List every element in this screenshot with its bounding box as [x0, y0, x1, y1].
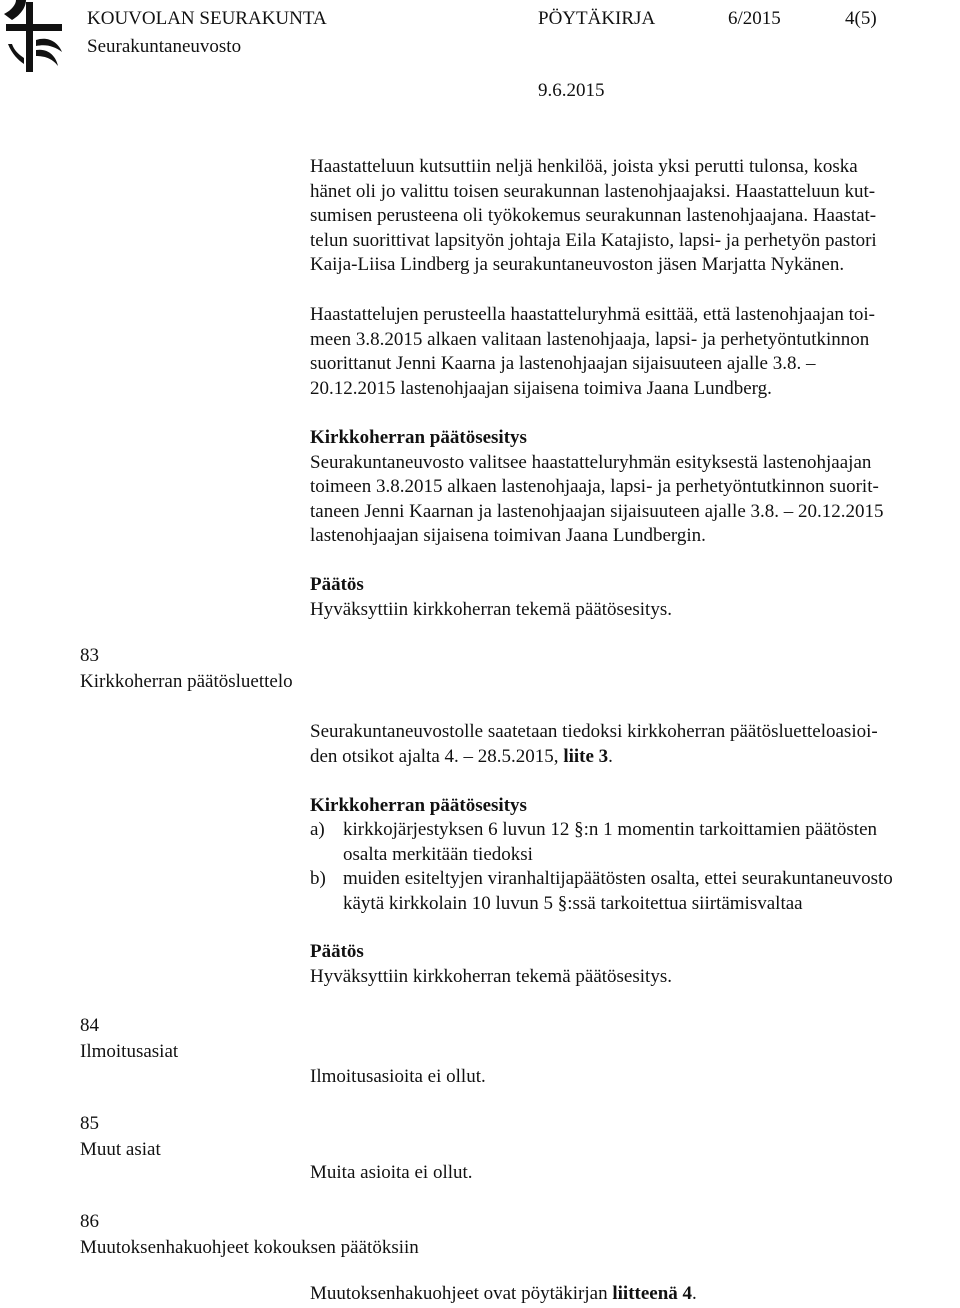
- paragraph-line: suorittanut Jenni Kaarna ja lastenohjaajan sijaisuuteen ajalle 3.8. –: [310, 353, 816, 375]
- list-item-line: kirkkojärjestyksen 6 luvun 12 §:n 1 momentin tarkoittamien päätösten: [343, 819, 878, 840]
- text-suffix: .: [692, 1283, 697, 1304]
- list-item-line: muiden esiteltyjen viranhaltijapäätösten osalta, ettei seurakuntaneuvosto: [343, 868, 893, 889]
- item-83-label: [80, 643, 293, 695]
- header-org: KOUVOLAN SEURAKUNTA: [87, 8, 327, 29]
- item-84-label: [80, 1013, 178, 1065]
- paragraph-line: telun suorittivat lapsityön johtaja Eila Katajisto, lapsi- ja perhetyön pastori: [310, 229, 877, 251]
- paragraph-line: Kaija-Liisa Lindberg ja seurakuntaneuvoston jäsen Marjatta Nykänen.: [310, 254, 845, 276]
- paragraph-line: Haastatteluun kutsuttiin neljä henkilöä, joista yksi perutti tulonsa, koska: [310, 156, 858, 177]
- attachment-ref: liite 3: [563, 745, 609, 767]
- paragraph-line: meen 3.8.2015 alkaen valitaan lastenohjaaja, lapsi- ja perhetyöntutkinnon: [310, 328, 870, 350]
- decision-1: [310, 573, 960, 622]
- paragraph-line: Haastattelujen perusteella haastatteluryhmä esittää, että lastenohjaajan toi-: [310, 304, 876, 325]
- item-83-text: [310, 720, 960, 769]
- header-doc-type: PÖYTÄKIRJA: [538, 8, 656, 29]
- paragraph-line: sumisen perusteena oli työkokemus seurakunnan lastenohjaajana. Haastat-: [310, 205, 877, 227]
- paragraph-line: lastenohjaajan sijaisena toimivan Jaana Lundbergin.: [310, 525, 706, 547]
- decision-heading: Päätös: [310, 941, 364, 962]
- header-page: 4(5): [845, 8, 877, 29]
- list-marker: b): [310, 868, 326, 889]
- item-title: Kirkkoherran päätösluettelo: [80, 671, 293, 692]
- text-prefix: Muutoksenhakuohjeet ovat pöytäkirjan: [310, 1283, 613, 1304]
- item-86-text: [310, 1283, 697, 1305]
- proposal-2-heading-wrap: [310, 794, 960, 819]
- attachment-ref: liitteenä 4: [612, 1283, 693, 1304]
- item-title: Muut asiat: [80, 1139, 161, 1160]
- item-number: 85: [80, 1113, 99, 1134]
- list-item-line: osalta merkitään tiedoksi: [343, 844, 533, 865]
- group-paragraph: [310, 303, 960, 401]
- item-number: 83: [80, 645, 99, 666]
- proposal-1: [310, 426, 960, 549]
- item-title: Muutoksenhakuohjeet kokouksen päätöksiin: [80, 1237, 419, 1258]
- decision-2: [310, 940, 960, 989]
- list-item-line: käytä kirkkolain 10 luvun 5 §:ssä tarkoitettua siirtämisvaltaa: [343, 893, 803, 914]
- text-prefix: den otsikot ajalta 4. – 28.5.2015,: [310, 745, 564, 767]
- intro-paragraph: [310, 155, 960, 278]
- item-title: Ilmoitusasiat: [80, 1041, 179, 1062]
- decision-text: Hyväksyttiin kirkkoherran tekemä päätösesitys.: [310, 598, 672, 620]
- header-date: 9.6.2015: [538, 80, 605, 101]
- paragraph-line: Seurakuntaneuvosto valitsee haastatteluryhmän esityksestä lastenohjaajan: [310, 451, 872, 473]
- paragraph-line: 20.12.2015 lastenohjaajan sijaisena toimiva Jaana Lundberg.: [310, 377, 772, 399]
- paragraph-line: [310, 745, 960, 770]
- paragraph-line: taneen Jenni Kaarnan ja lastenohjaajan sijaisuuteen ajalle 3.8. – 20.12.2015: [310, 500, 884, 522]
- item-86-label: [80, 1209, 419, 1261]
- header-body: Seurakuntaneuvosto: [87, 36, 242, 57]
- item-number: 86: [80, 1211, 99, 1232]
- item-84-text: Ilmoitusasioita ei ollut.: [310, 1066, 486, 1087]
- church-cross-logo-icon: [2, 0, 66, 74]
- header-number: 6/2015: [728, 8, 781, 29]
- paragraph-line: toimeen 3.8.2015 alkaen lastenohjaaja, lapsi- ja perhetyöntutkinnon suorit-: [310, 476, 879, 498]
- decision-heading: Päätös: [310, 574, 364, 595]
- list-marker: a): [310, 819, 325, 840]
- paragraph-line: Seurakuntaneuvostolle saatetaan tiedoksi kirkkoherran päätösluetteloasioi-: [310, 721, 878, 742]
- proposal-heading: Kirkkoherran päätösesitys: [310, 795, 527, 816]
- item-85-text: Muita asioita ei ollut.: [310, 1162, 473, 1183]
- paragraph-line: hänet oli jo valittu toisen seurakunnan lastenohjaajaksi. Haastatteluun kut-: [310, 180, 876, 202]
- text-suffix: .: [608, 745, 613, 767]
- decision-text: Hyväksyttiin kirkkoherran tekemä päätösesitys.: [310, 965, 672, 987]
- proposal-heading: Kirkkoherran päätösesitys: [310, 427, 527, 448]
- item-number: 84: [80, 1015, 99, 1036]
- item-85-label: [80, 1111, 161, 1163]
